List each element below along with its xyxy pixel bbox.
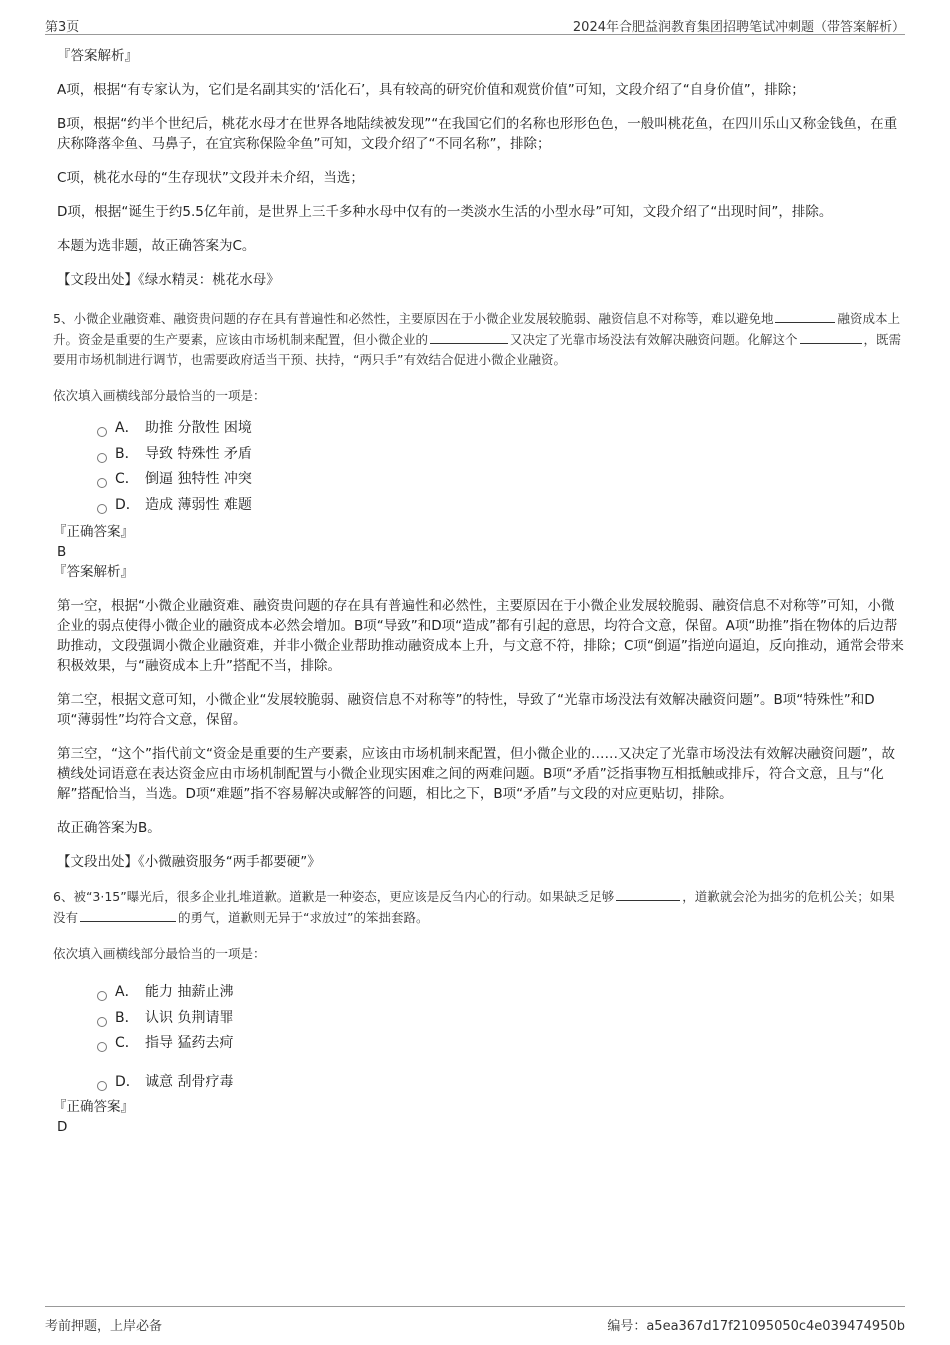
radio-icon[interactable] <box>97 478 107 488</box>
main-content <box>45 40 905 1137</box>
q6-answer-label: 『正确答案』 <box>53 1099 134 1115</box>
q6-option-d[interactable]: D． 诚意 刮骨疗毒 <box>97 1070 905 1096</box>
q5-stem-part-2: 融资成本上升。资金是重要的生产要素，应该由市场机制来配置，但小微企业的 <box>53 311 900 347</box>
q5-option-d[interactable]: D． 造成 薄弱性 难题 <box>97 493 905 519</box>
q4-analysis-d: D项，根据“诞生于约5.5亿年前，是世界上三千多种水母中仅有的一类淡水生活的小型水母”可知，文段介绍了“出现时间”，排除。 <box>57 204 833 220</box>
radio-icon[interactable] <box>97 453 107 463</box>
q5-analysis-2: 第二空，根据文意可知，小微企业“发展较脆弱、融资信息不对称等”的特性，导致了“光靠市场没法有效解决融资问题”。B项“特殊性”和D项“薄弱性”均符合文意，保留。 <box>57 692 875 728</box>
q4-conclusion: 本题为选非题，故正确答案为C。 <box>57 238 256 254</box>
q5-option-a[interactable]: A． 助推 分散性 困境 <box>97 416 905 442</box>
radio-icon[interactable] <box>97 1042 107 1052</box>
radio-icon[interactable] <box>97 1081 107 1091</box>
q4-source: 【文段出处】《绿水精灵：桃花水母》 <box>57 272 280 288</box>
q5-option-b[interactable]: B． 导致 特殊性 矛盾 <box>97 442 905 468</box>
q6-stem-part-1: 6、被“3·15”曝光后，很多企业扎堆道歉。道歉是一种姿态，更应该是反刍内心的行动。如果缺乏足够 <box>53 889 615 904</box>
document-id: 编号：a5ea367d17f21095050c4e039474950b <box>607 1319 905 1334</box>
q5-analysis-label: 『答案解析』 <box>53 564 134 580</box>
q6-blank-2 <box>80 907 176 922</box>
q5-answer-label: 『正确答案』 <box>53 524 134 540</box>
radio-icon[interactable] <box>97 427 107 437</box>
q5-blank-3 <box>800 329 862 344</box>
radio-icon[interactable] <box>97 504 107 514</box>
q5-answer: B <box>57 544 67 560</box>
q6-blank-1 <box>616 886 680 901</box>
q4-analysis-label: 『答案解析』 <box>57 48 138 64</box>
radio-icon[interactable] <box>97 991 107 1001</box>
q5-blank-1 <box>775 308 835 323</box>
q5-conclusion: 故正确答案为B。 <box>57 820 161 836</box>
q5-stem-part-1: 5、小微企业融资难、融资贵问题的存在具有普遍性和必然性，主要原因在于小微企业发展较脆弱、融资信息不对称等，难以避免地 <box>53 311 774 326</box>
q5-stem-part-4: ，既需要用市场机制进行调节，也需要政府适当干预、扶持，“两只手”有效结合促进小微企业融资。 <box>53 332 902 367</box>
q5-prompt: 依次填入画横线部分最恰当的一项是： <box>53 388 266 403</box>
q6-options <box>97 980 905 1095</box>
page-number: 第3页 <box>45 20 80 35</box>
q5-analysis-1: 第一空，根据“小微企业融资难、融资贵问题的存在具有普遍性和必然性，主要原因在于小微企业发展较脆弱、融资信息不对称等”可知，小微企业的弱点使得小微企业的融资成本必然会增加。B项“导致”和D项“造成”都有引起的意思，均符合文意，保留。A项“助推”指在物体的后边帮助推动，文段强调小微企业融资难，并非小微企业帮助推动融资成本上升，与文意不符，排除；C项“倒逼”指逆向逼迫，反向推动，通常会带来积极效果，与“融资成本上升”搭配不当，排除。 <box>57 598 904 674</box>
q5-analysis-3: 第三空，“这个”指代前文“资金是重要的生产要素，应该由市场机制来配置，但小微企业的……又决定了光靠市场没法有效解决融资问题”，故横线处词语意在表达资金应由市场机制配置与小微企业现实困难之间的两难问题。B项“矛盾”泛指事物互相抵触或排斥，符合文意，且与“化解”搭配恰当，当选。D项“难题”指不容易解决或解答的问题，相比之下，B项“矛盾”与文段的对应更贴切，排除。 <box>57 746 895 802</box>
q5-blank-2 <box>430 329 508 344</box>
q5-options <box>97 416 905 518</box>
footer-slogan: 考前押题，上岸必备 <box>45 1319 163 1334</box>
q5-stem <box>53 308 905 370</box>
q6-stem-part-2: ，道歉就会沦为拙劣的危机公关；如果没有 <box>53 889 895 925</box>
page-footer <box>45 1306 905 1337</box>
q5-option-c[interactable]: C． 倒逼 独特性 冲突 <box>97 467 905 493</box>
q6-stem <box>53 886 905 928</box>
q5-source: 【文段出处】《小微融资服务“两手都要硬”》 <box>57 854 321 870</box>
q5-stem-part-3: 又决定了光靠市场没法有效解决融资问题。化解这个 <box>510 332 798 347</box>
q6-stem-part-3: 的勇气，道歉则无异于“求放过”的笨拙套路。 <box>178 910 429 925</box>
q6-option-a[interactable]: A． 能力 抽薪止沸 <box>97 980 905 1006</box>
q4-analysis-c: C项，桃花水母的“生存现状”文段并未介绍，当选； <box>57 170 364 186</box>
q4-analysis-b: B项，根据“约半个世纪后，桃花水母才在世界各地陆续被发现”“在我国它们的名称也形形色色，一般叫桃花鱼，在四川乐山又称金钱鱼，在重庆称降落伞鱼、马鼻子，在宜宾称保险伞鱼”可知，文段介绍了“不同名称”，排除； <box>57 116 898 152</box>
q4-analysis-a: A项，根据“有专家认为，它们是名副其实的‘活化石’，具有较高的研究价值和观赏价值”可知，文段介绍了“自身价值”，排除； <box>57 82 805 98</box>
q6-option-b[interactable]: B． 认识 负荆请罪 <box>97 1006 905 1032</box>
q6-prompt: 依次填入画横线部分最恰当的一项是： <box>53 946 266 961</box>
q6-option-c[interactable]: C． 指导 猛药去疴 <box>97 1031 905 1057</box>
q6-answer: D <box>57 1119 68 1135</box>
page-header <box>45 14 905 35</box>
radio-icon[interactable] <box>97 1017 107 1027</box>
document-title: 2024年合肥益润教育集团招聘笔试冲刺题（带答案解析） <box>572 20 905 35</box>
